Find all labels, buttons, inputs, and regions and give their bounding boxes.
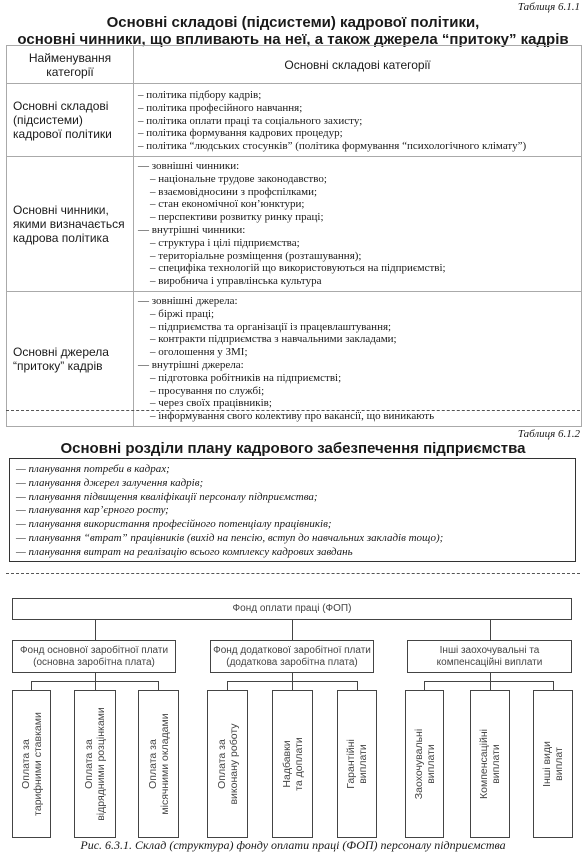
table-row [7, 84, 582, 157]
leaf-label: Гарантійні виплати [345, 739, 369, 789]
connector [292, 681, 293, 690]
leaf-box [337, 690, 377, 838]
group-box-additional [210, 640, 374, 673]
group-label: Фонд основної заробітної плати [19, 645, 169, 656]
table-title-line2: основні чинники, що впливають на неї, а також джерела “притоку” кадрів [17, 31, 569, 48]
list-item: — планування підвищення кваліфікації персоналу підприємства; [16, 490, 318, 503]
root-box [12, 598, 572, 620]
group-sublabel: компенсаційні виплати [436, 657, 543, 668]
list-item: – політика “людських стосунків” (політика формування “психологічного клімату”) [138, 140, 527, 153]
connector [424, 681, 425, 690]
list-item: – стан економічної кон’юнктури; [150, 198, 305, 211]
connector [357, 681, 358, 690]
group-box-basic [12, 640, 176, 673]
list-item: – контракти підприємства з навчальними закладами; [150, 333, 397, 346]
list-item: – політика оплати праці та соціального захисту; [138, 114, 363, 127]
list-item: – через своїх працівників; [150, 397, 272, 410]
table-number-2: Таблиця 6.1.2 [517, 428, 580, 440]
list-item: – інформування свого колективу про вакансії, що виникають [150, 410, 435, 423]
list-item: — планування використання професійного потенціалу працівників; [16, 518, 332, 531]
category-cell: Основні чинники, якими визначається кадрова політика [7, 156, 134, 291]
leaf-box [405, 690, 444, 838]
list-item: – територіальне розміщення (розташування); [150, 249, 362, 262]
list-item: – політика підбору кадрів; [138, 89, 262, 101]
group-label: — внутрішні чинники: [138, 223, 246, 236]
connector [95, 620, 96, 640]
table-header-row [7, 46, 582, 84]
leaf-label: Компенсаційні виплати [478, 729, 502, 799]
group-sublabel: (додаткова заробітна плата) [226, 657, 358, 668]
list-item: – політика формування кадрових процедур; [138, 127, 343, 140]
list-item: – оголошення у ЗМІ; [150, 346, 248, 359]
table-title-2: Основні розділи плану кадрового забезпечення підприємства [60, 440, 526, 457]
components-cell [134, 291, 582, 426]
leaf-label: Оплата за відрядними розцінками [83, 707, 107, 821]
category-cell: Основні складові (підсистеми) кадрової політики [7, 84, 134, 157]
connector [227, 681, 228, 690]
header-components: Основні складові категорії [134, 46, 582, 84]
group-label: Інші заохочувальні та [439, 645, 540, 656]
table-row [7, 291, 582, 426]
connector [490, 620, 491, 640]
leaf-box [138, 690, 179, 838]
leaf-box [272, 690, 313, 838]
list-item: — планування кар’єрного росту; [16, 504, 169, 517]
list-item: — планування “втрат” працівників (вихід на пенсію, вступ до навчальних закладів тощо); [16, 531, 444, 544]
list-item: – перспективи розвитку ринку праці; [150, 211, 324, 224]
leaf-label: Надбавки та доплати [280, 737, 305, 791]
header-category: Найменування категорії [7, 46, 134, 84]
list-item: – виробнича і управлінська культура [150, 275, 322, 288]
leaf-box [12, 690, 51, 838]
leaf-label: Оплата за виконану роботу [215, 723, 240, 805]
divider [6, 573, 580, 574]
group-label: — зовнішні джерела: [138, 294, 238, 307]
table-title-1 [0, 14, 586, 48]
group-label: — внутрішні джерела: [138, 358, 244, 371]
connector [292, 673, 293, 681]
policy-table [6, 45, 582, 427]
list-item: – взаємовідносини з профспілками; [150, 185, 318, 198]
leaf-box [470, 690, 510, 838]
category-cell: Основні джерела “притоку” кадрів [7, 291, 134, 426]
connector [490, 673, 491, 681]
list-item: – політика професійного навчання; [138, 101, 303, 114]
connector [292, 620, 293, 640]
list-item: — планування витрат на реалізацію всього комплексу кадрових завдань [16, 545, 353, 558]
root-label: Фонд оплати праці (ФОП) [232, 603, 352, 614]
connector [424, 681, 554, 682]
list-item: – біржі праці; [150, 307, 215, 320]
group-label: — зовнішні чинники: [138, 159, 240, 172]
plan-sections-box [9, 458, 576, 562]
leaf-label: Оплата за тарифними ставками [19, 712, 44, 816]
figure-caption: Рис. 6.3.1. Склад (структура) фонду оплати праці (ФОП) персоналу підприємства [80, 838, 506, 852]
list-item: – підготовка робітників на підприємстві; [150, 371, 342, 384]
connector [553, 681, 554, 690]
components-cell [134, 84, 582, 157]
leaf-box [533, 690, 573, 838]
table-row [7, 156, 582, 291]
group-box-other [407, 640, 572, 673]
leaf-label: Інші види виплат [541, 741, 565, 787]
table-title-line1: Основні складові (підсистеми) кадрової політики, [106, 14, 480, 31]
connector [158, 681, 159, 690]
list-item: – національне трудове законодавство; [150, 172, 327, 185]
table-number-1: Таблиця 6.1.1 [517, 1, 580, 13]
divider [6, 410, 580, 411]
group-label: Фонд додаткової заробітної плати [213, 645, 371, 656]
list-item: – специфіка технологій що використовуються на підприємстві; [150, 262, 446, 275]
connector [95, 673, 96, 681]
leaf-label: Заохочувальні виплати [412, 728, 437, 800]
leaf-box [207, 690, 248, 838]
leaf-label: Оплата за місячними окладами [146, 713, 171, 815]
components-cell [134, 156, 582, 291]
list-item: — планування потреби в кадрах; [16, 463, 170, 475]
connector [490, 681, 491, 690]
list-item: – просування по службі; [150, 384, 265, 397]
group-sublabel: (основна заробітна плата) [33, 657, 155, 668]
connector [95, 681, 96, 690]
list-item: – структура і цілі підприємства; [150, 236, 300, 249]
list-item: — планування джерел залучення кадрів; [16, 476, 204, 489]
leaf-box [74, 690, 116, 838]
connector [31, 681, 32, 690]
list-item: – підприємства та організації із працевлаштування; [150, 320, 392, 333]
